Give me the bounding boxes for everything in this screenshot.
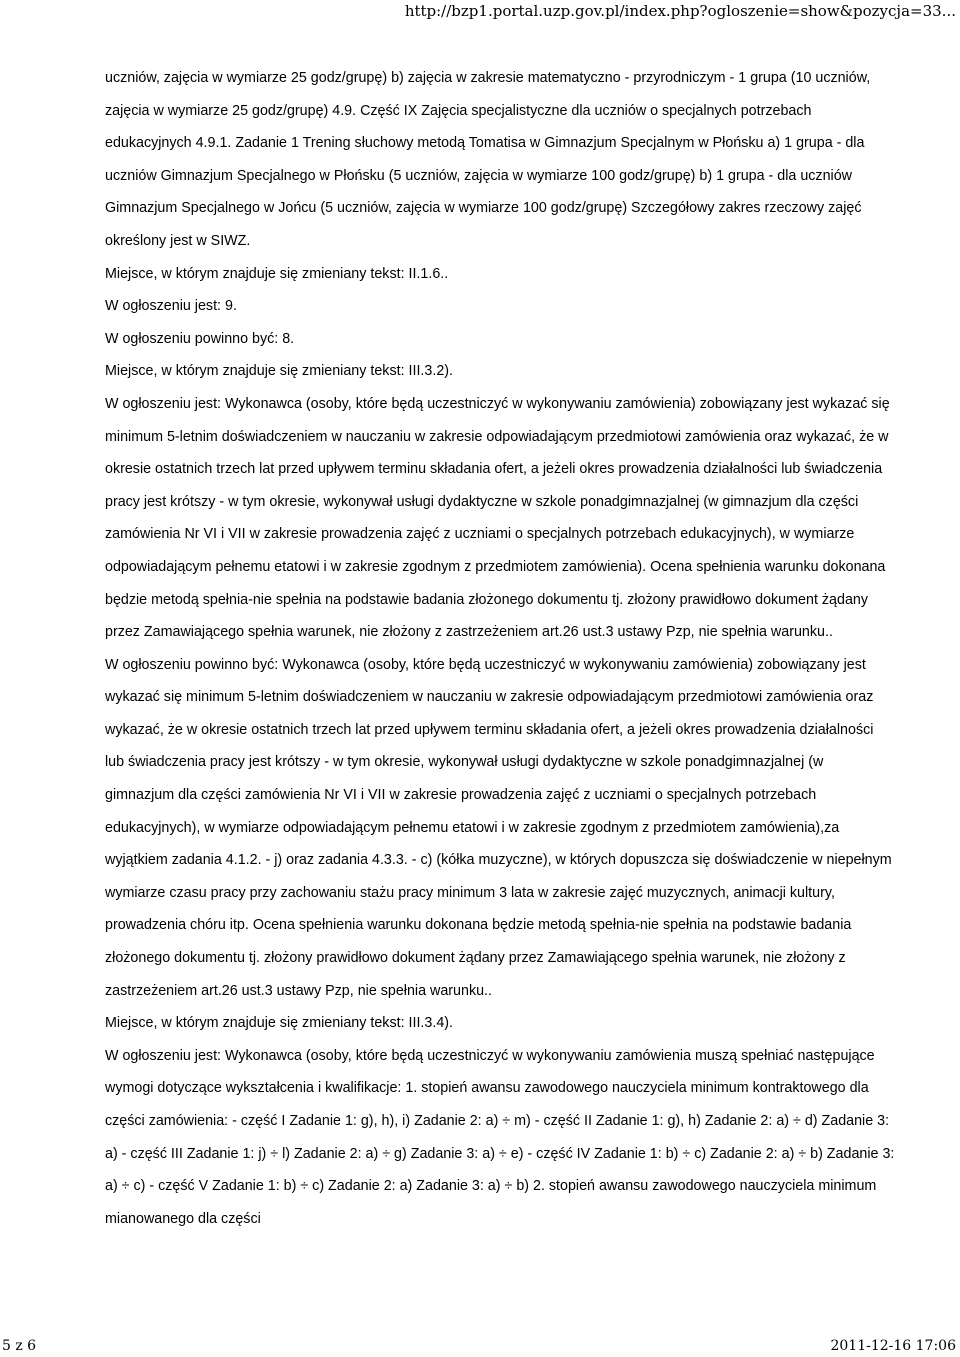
change2-place-value: III.3.2). [404, 363, 454, 380]
change2-should-label: W ogłoszeniu powinno być: [105, 656, 279, 673]
change3-is-value: Wykonawca (osoby, które będą uczestniczyć w wykonywaniu zamówienia muszą spełniać następujące wymogi dotyczące wykształcenia i kwalifikacje: 1. stopień awansu zawodowego nauczyciela minimum kontraktowego dla części zamówienia: - część I Zadanie 1: g), h), i) Zadanie 2: a) ÷ m) - część II Zadanie 1: g), h) Zadanie 2: a) ÷ d) Zadanie 3: a) - część III Zadanie 1: j) ÷ l) Zadanie 2: a) ÷ g) Zadanie 3: a) ÷ e) - część IV Zadanie 1: b) ÷ c) Zadanie 2: a) ÷ b) Zadanie 3: a) ÷ c) - część V Zadanie 1: b) ÷ c) Zadanie 2: a) Zadanie 3: a) ÷ b) 2. stopień awansu zawodowego nauczyciela minimum mianowanego dla części [105, 1047, 895, 1227]
change3-place [105, 1007, 895, 1040]
change3-place-value: III.3.4). [404, 1015, 454, 1032]
change1-place-value: II.1.6.. [404, 265, 449, 282]
change1-is [105, 290, 895, 323]
change2-is-value: Wykonawca (osoby, które będą uczestniczyć w wykonywaniu zamówienia) zobowiązany jest wykazać się minimum 5-letnim doświadczeniem w nauczaniu w zakresie odpowiadającym przedmiotowi zamówienia oraz wykazać, że w okresie ostatnich trzech lat przed upływem terminu składania ofert, a jeżeli okres prowadzenia działalności lub świadczenia pracy jest krótszy - w tym okresie, wykonywał usługi dydaktyczne w szkole ponadgimnazjalnej (w gimnazjum dla części zamówienia Nr VI i VII w zakresie prowadzenia zajęć z uczniami o specjalnych potrzebach edukacyjnych), w wymiarze odpowiadającym pełnemu etatowi i w zakresie zgodnym z przedmiotem zamówienia). Ocena spełnienia warunku dokonana będzie metodą spełnia-nie spełnia na podstawie badania złożonego dokumentu tj. złożony prawidłowo dokument żądany przez Zamawiającego spełnia warunek, nie złożony z zastrzeżeniem art.26 ust.3 ustawy Pzp, nie spełnia warunku.. [105, 395, 890, 641]
change3-is-label: W ogłoszeniu jest: [105, 1047, 222, 1064]
print-datetime: 2011-12-16 17:06 [830, 1338, 956, 1354]
change2-place-label: Miejsce, w którym znajduje się zmieniany tekst: [105, 363, 405, 380]
paragraph-intro: uczniów, zajęcia w wymiarze 25 godz/grupę) b) zajęcia w zakresie matematyczno - przyrodniczym - 1 grupa (10 uczniów, zajęcia w wymiarze 25 godz/grupę) 4.9. Część IX Zajęcia specjalistyczne dla uczniów o specjalnych potrzebach edukacyjnych 4.9.1. Zadanie 1 Trening słuchowy metodą Tomatisa w Gimnazjum Specjalnym w Płońsku a) 1 grupa - dla uczniów Gimnazjum Specjalnego w Płońsku (5 uczniów, zajęcia w wymiarze 100 godz/grupę) b) 1 grupa - dla uczniów Gimnazjum Specjalnego w Jońcu (5 uczniów, zajęcia w wymiarze 100 godz/grupę) Szczegółowy zakres rzeczowy zajęć określony jest w SIWZ. [105, 70, 871, 249]
page-number: 5 z 6 [2, 1338, 37, 1354]
change1-should-value: 8. [278, 330, 295, 347]
change1-should-label: W ogłoszeniu powinno być: [105, 330, 279, 347]
change2-should-value: Wykonawca (osoby, które będą uczestniczyć w wykonywaniu zamówienia) zobowiązany jest wykazać się minimum 5-letnim doświadczeniem w nauczaniu w zakresie odpowiadającym przedmiotowi zamówienia oraz wykazać, że w okresie ostatnich trzech lat przed upływem terminu składania ofert, a jeżeli okres prowadzenia działalności lub świadczenia pracy jest krótszy - w tym okresie, wykonywał usługi dydaktyczne w szkole ponadgimnazjalnej (w gimnazjum dla części zamówienia Nr VI i VII w zakresie prowadzenia zajęć z uczniami o specjalnych potrzebach edukacyjnych), w wymiarze odpowiadającym pełnemu etatowi i w zakresie zgodnym z przedmiotem zamówienia),za wyjątkiem zadania 4.1.2. - j) oraz zadania 4.3.3. - c) (kółka muzyczne), w których dopuszcza się doświadczenie w niepełnym wymiarze czasu pracy przy zachowaniu stażu pracy minimum 3 lata w zakresie zajęć muzycznych, animacji kultury, prowadzenia chóru itp. Ocena spełnienia warunku dokonana będzie metodą spełnia-nie spełnia na podstawie badania złożonego dokumentu tj. złożony prawidłowo dokument żądany przez Zamawiającego spełnia warunek, nie złożony z zastrzeżeniem art.26 ust.3 ustawy Pzp, nie spełnia warunku.. [105, 656, 892, 999]
page-url-header: http://bzp1.portal.uzp.gov.pl/index.php?ogloszenie=show&pozycja=33... [404, 2, 956, 20]
change1-should [105, 323, 895, 356]
change1-place-label: Miejsce, w którym znajduje się zmieniany tekst: [105, 265, 405, 282]
change3-place-label: Miejsce, w którym znajduje się zmieniany tekst: [105, 1015, 405, 1032]
change2-is-label: W ogłoszeniu jest: [105, 395, 222, 412]
change3-is [105, 1040, 895, 1236]
change2-is [105, 388, 895, 649]
document-body [105, 62, 895, 1235]
change2-should [105, 649, 895, 1008]
change1-is-label: W ogłoszeniu jest: [105, 298, 222, 315]
change2-place [105, 355, 895, 388]
change1-place [105, 258, 895, 291]
change1-is-value: 9. [221, 298, 237, 315]
